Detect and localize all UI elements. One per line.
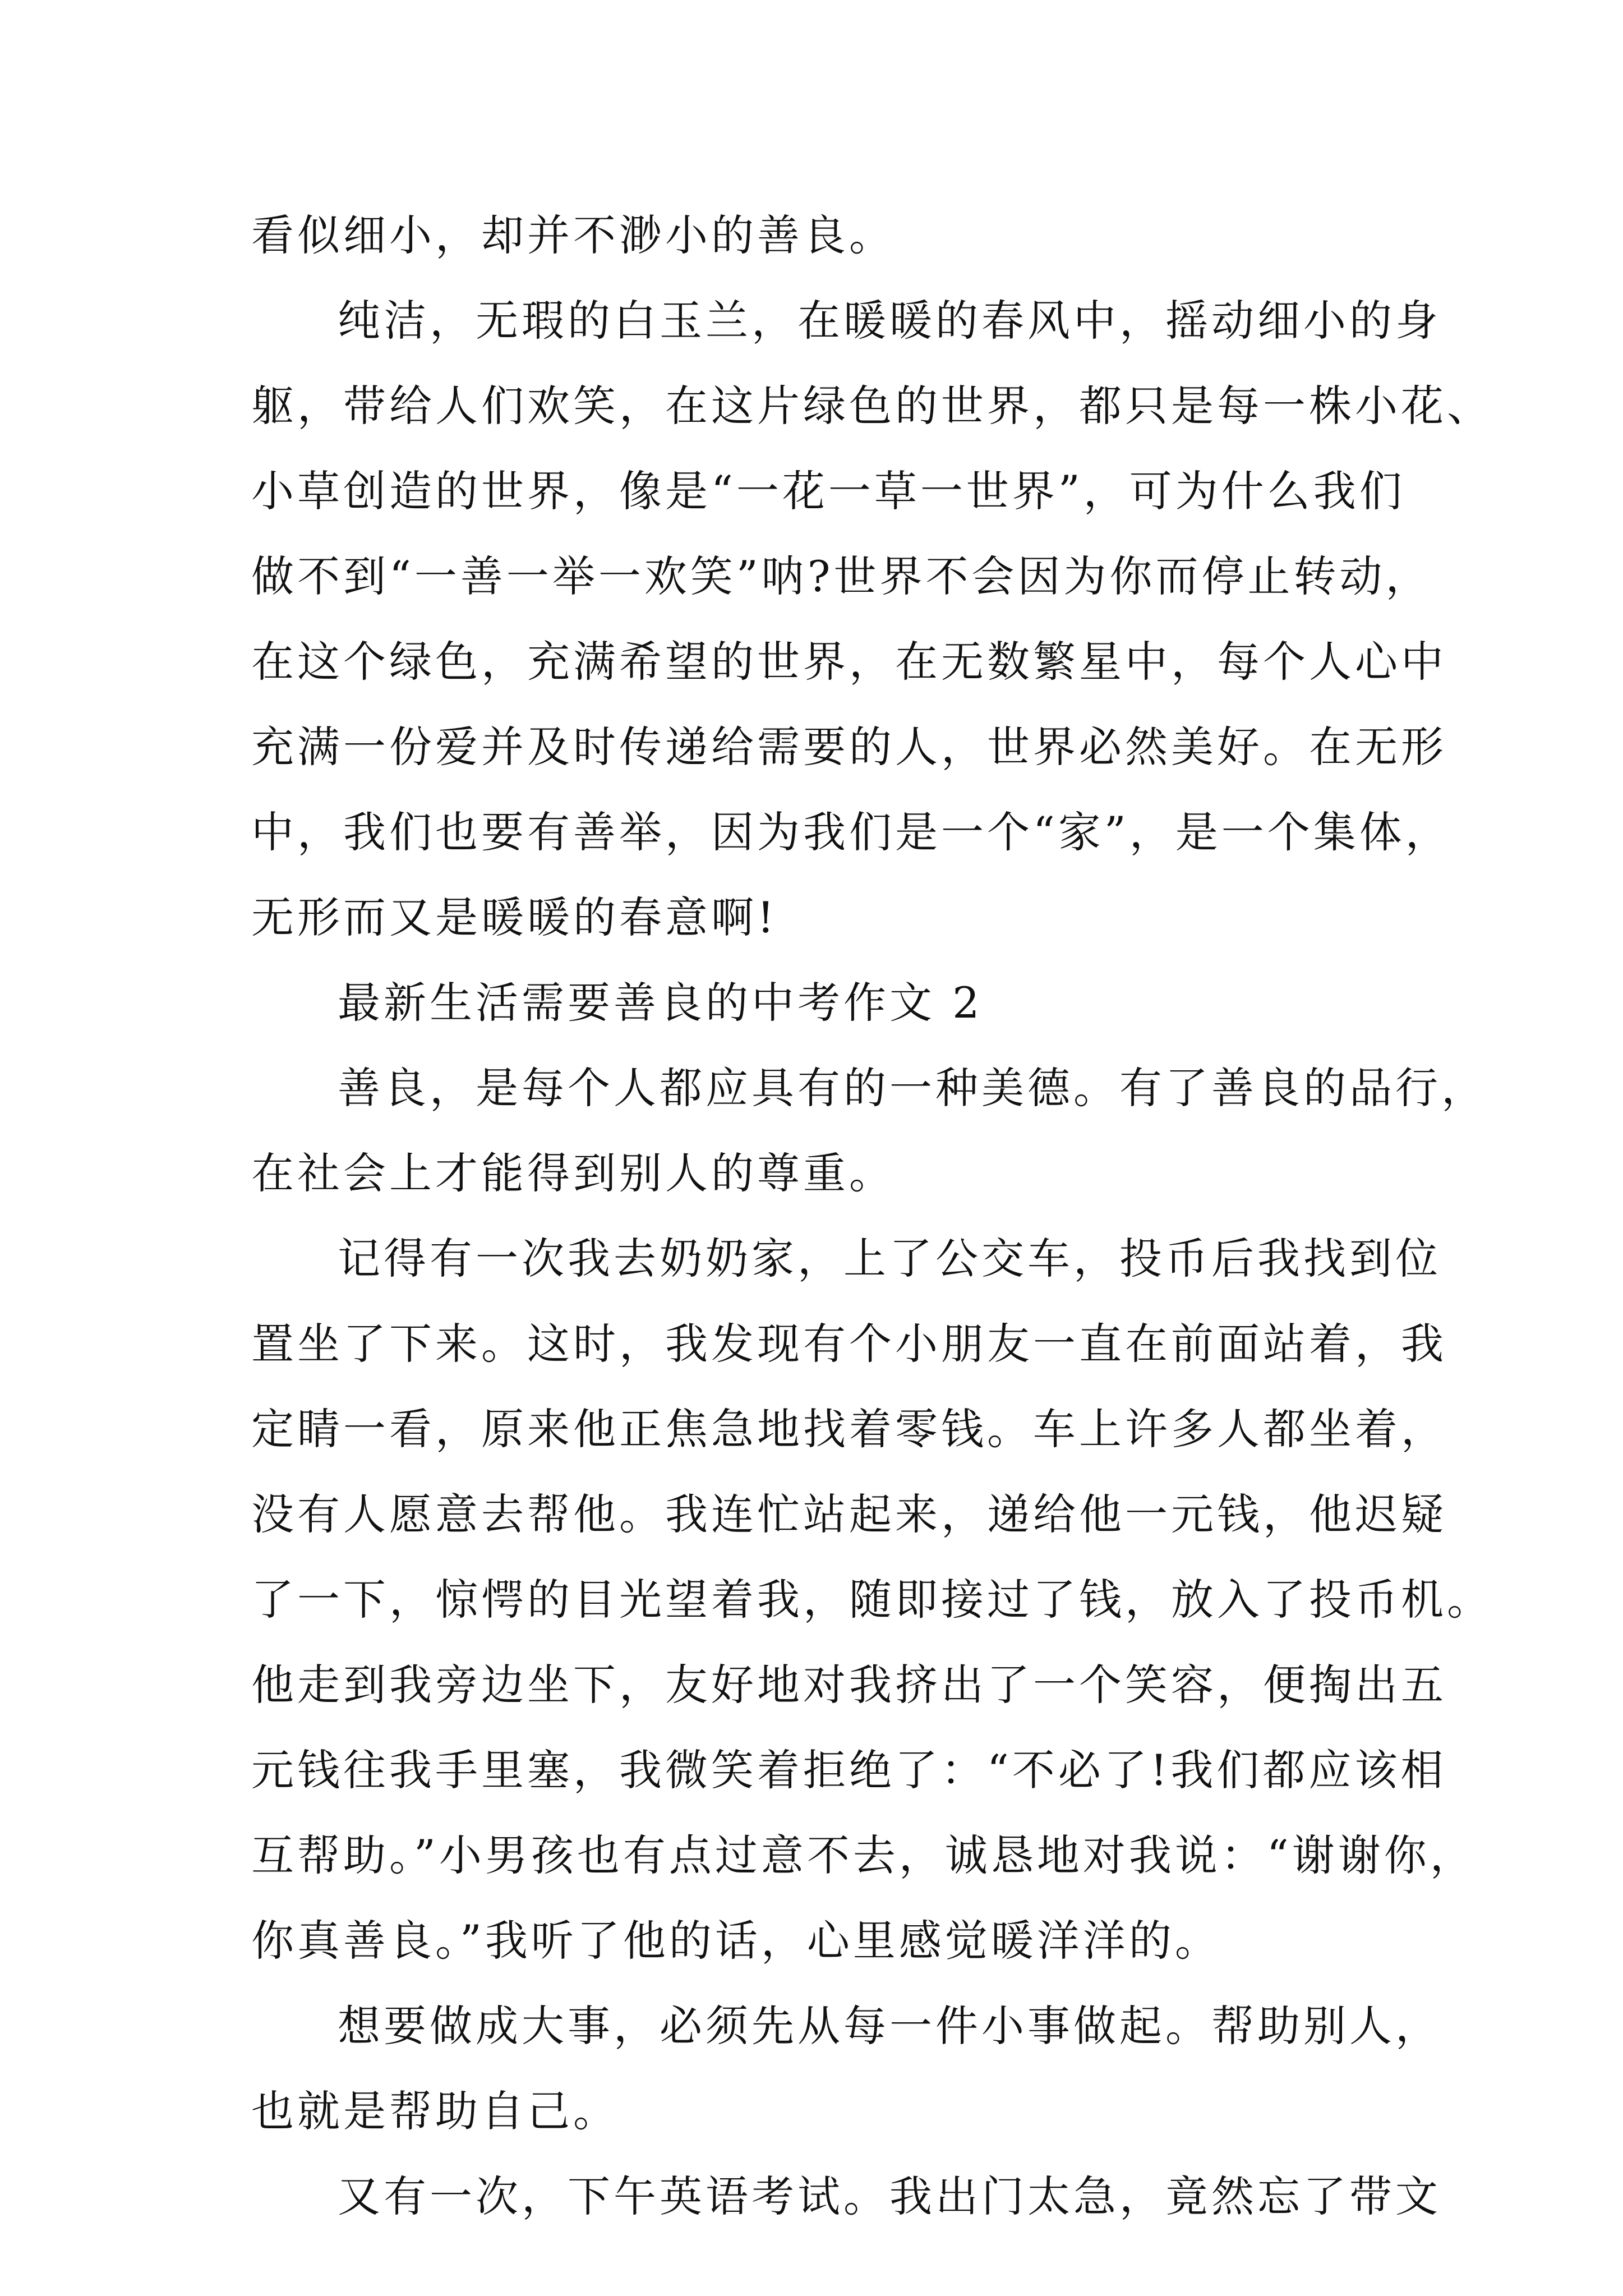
text-line: 你真善良。”我听了他的话，心里感觉暖洋洋的。 [251,1916,1221,1966]
text-line: 做不到“一善一举一欢笑”呐?世界不会因为你而停止转动， [251,551,1432,601]
text-line: 充满一份爱并及时传递给需要的人，世界必然美好。在无形 [251,722,1447,772]
text-line: 纯洁，无瑕的白玉兰，在暖暖的春风中，摇动细小的身 [338,296,1441,346]
text-line: 又有一次，下午英语考试。我出门太急，竟然忘了带文 [338,2171,1441,2221]
text-line: 在社会上才能得到别人的尊重。 [251,1148,895,1198]
text-line: 互帮助。”小男孩也有点过意不去，诚恳地对我说：“谢谢你， [251,1830,1476,1880]
text-line: 躯，带给人们欢笑，在这片绿色的世界，都只是每一株小花、 [251,381,1493,431]
text-line: 在这个绿色，充满希望的世界，在无数繁星中，每个人心中 [251,637,1447,687]
text-line: 元钱往我手里塞，我微笑着拒绝了：“不必了!我们都应该相 [251,1745,1447,1795]
text-line: 没有人愿意去帮他。我连忙站起来，递给他一元钱，他迟疑 [251,1489,1447,1539]
text-line: 了一下，惊愕的目光望着我，随即接过了钱，放入了投币机。 [251,1575,1493,1625]
text-line: 也就是帮助自己。 [251,2086,619,2136]
text-line: 他走到我旁边坐下，友好地对我挤出了一个笑容，便掏出五 [251,1660,1447,1710]
text-line: 想要做成大事，必须先从每一件小事做起。帮助别人， [338,2001,1441,2051]
text-line: 小草创造的世界，像是“一花一草一世界”，可为什么我们 [251,466,1405,516]
text-line: 无形而又是暖暖的春意啊! [251,892,778,942]
section-title: 最新生活需要善良的中考作文 2 [338,978,983,1028]
text-line: 中，我们也要有善举，因为我们是一个“家”，是一个集体， [251,807,1451,857]
text-line: 看似细小，却并不渺小的善良。 [251,210,895,260]
text-line: 善良，是每个人都应具有的一种美德。有了善良的品行， [338,1063,1487,1113]
text-line: 记得有一次我去奶奶家，上了公交车，投币后我找到位 [338,1234,1441,1283]
text-line: 置坐了下来。这时，我发现有个小朋友一直在前面站着，我 [251,1319,1447,1369]
text-line: 定睛一看，原来他正焦急地找着零钱。车上许多人都坐着， [251,1404,1447,1454]
